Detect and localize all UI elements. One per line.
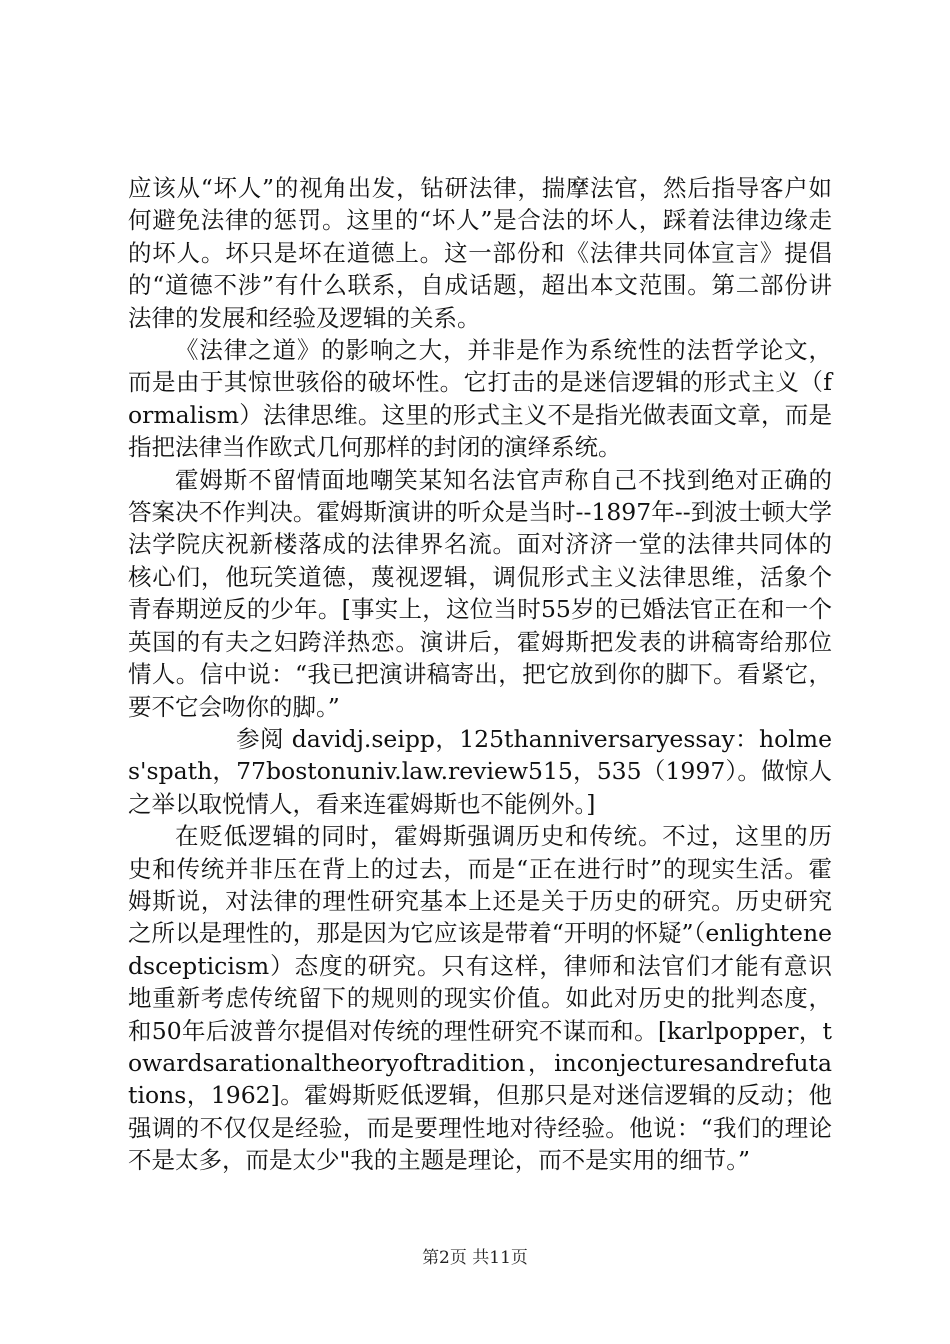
paragraph-4-citation: 参阅 davidj.seipp，125thanniversaryessay：holmes'spath，77bostonuniv.law.review515，535（1997）。做惊人之举以取悦情人，看来连霍姆斯也不能例外。]: [128, 724, 832, 818]
paragraph-5: 在贬低逻辑的同时，霍姆斯强调历史和传统。不过，这里的历史和传统并非压在背上的过去，而是“正在进行时”的现实生活。霍姆斯说，对法律的理性研究基本上还是关于历史的研究。历史研究之所以是理性的，那是因为它应该是带着“开明的怀疑”（enlightenedscepticism）态度的研究。只有这样，律师和法官们才能有意识地重新考虑传统留下的规则的现实价值。如此对历史的批判态度，和50年后波普尔提倡对传统的理性研究不谋而和。[karlpopper，towardsarationaltheoryoftradition，inconjecturesandrefutations，1962]。霍姆斯贬低逻辑，但那只是对迷信逻辑的反动；他强调的不仅仅是经验，而是要理性地对待经验。他说：“我们的理论不是太多，而是太少"我的主题是理论，而不是实用的细节。”: [128, 822, 832, 1175]
paragraph-1: 应该从“坏人”的视角出发，钻研法律，揣摩法官，然后指导客户如何避免法律的惩罚。这里的“坏人”是合法的坏人，踩着法律边缘走的坏人。坏只是坏在道德上。这一部份和《法律共同体宣言》提倡的“道德不涉”有什么联系，自成话题，超出本文范围。第二部份讲法律的发展和经验及逻辑的关系。: [128, 174, 832, 332]
paragraph-3: 霍姆斯不留情面地嘲笑某知名法官声称自己不找到绝对正确的答案决不作判决。霍姆斯演讲的听众是当时--1897年--到波士顿大学法学院庆祝新楼落成的法律界名流。面对济济一堂的法律共同体的核心们，他玩笑道德，蔑视逻辑，调侃形式主义法律思维，活象个青春期逆反的少年。[事实上，这位当时55岁的已婚法官正在和一个英国的有夫之妇跨洋热恋。演讲后，霍姆斯把发表的讲稿寄给那位情人。信中说：“我已把演讲稿寄出，把它放到你的脚下。看紧它，要不它会吻你的脚。”: [128, 465, 832, 721]
page-number-footer: 第2页 共11页: [422, 1248, 528, 1268]
paragraph-2: 《法律之道》的影响之大，并非是作为系统性的法哲学论文，而是由于其惊世骇俗的破坏性。它打击的是迷信逻辑的形式主义（formalism）法律思维。这里的形式主义不是指光做表面文章，而是指把法律当作欧式几何那样的封闭的演绎系统。: [128, 336, 832, 462]
document-body: [128, 172, 832, 1177]
